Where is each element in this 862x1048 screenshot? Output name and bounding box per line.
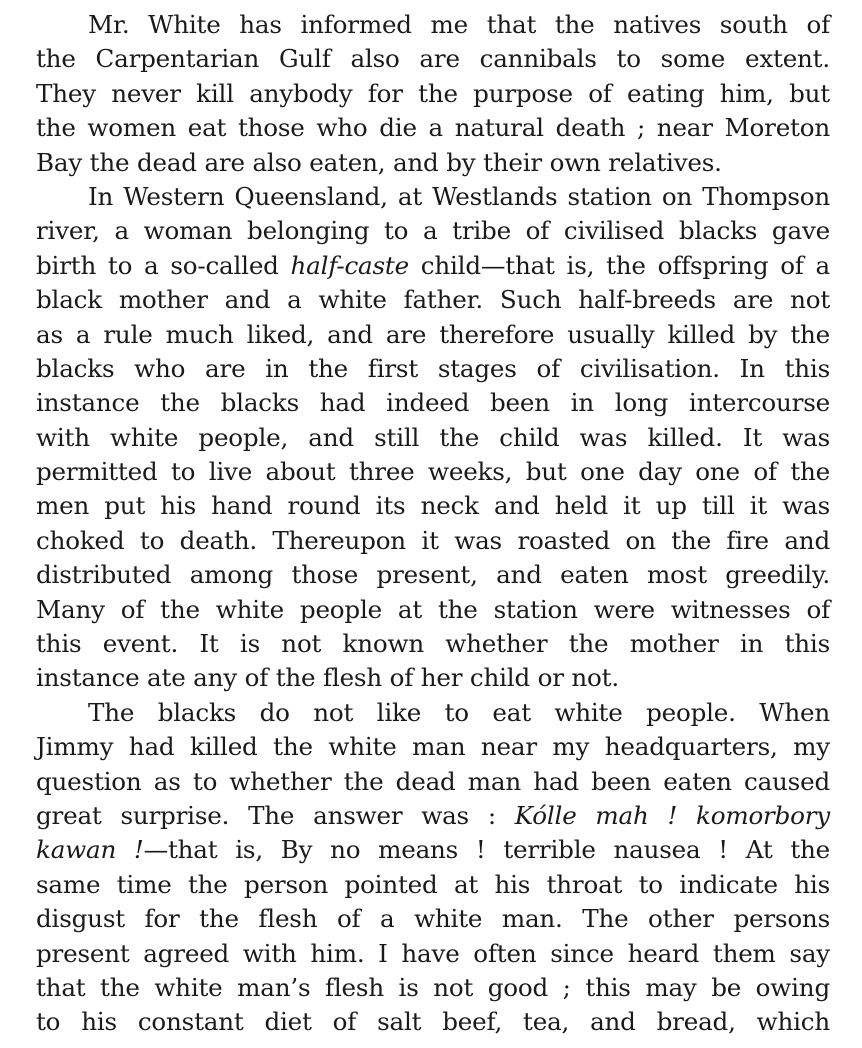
text-line (36, 833, 830, 867)
text-line: choked to death. Thereupon it was roasted on the fire and (36, 525, 830, 555)
text-line (36, 249, 830, 283)
text-line: that the white man’s flesh is not good ; this may be owing (36, 972, 830, 1002)
text-line: Mr. White has informed me that the natives south of (88, 10, 830, 39)
italic-phrase: Kólle mah ! komorbory (514, 800, 831, 830)
text-run: great surprise. The answer was : (36, 800, 515, 830)
italic-phrase: kawan ! (36, 835, 144, 865)
text-line: present agreed with him. I have often since heard them say (36, 938, 830, 968)
text-line: black mother and a white father. Such half-breeds are not (36, 285, 830, 315)
text-line: river, a woman belonging to a tribe of civilised blacks gave (36, 216, 830, 246)
text-run: birth to a so-called (36, 250, 291, 280)
text-line: to his constant diet of salt beef, tea, and bread, which (36, 1007, 830, 1037)
text-line: The blacks do not like to eat white people. When (88, 697, 830, 727)
text-line: with white people, and still the child was killed. It was (36, 422, 830, 452)
text-line: Many of the white people at the station were witnesses of (36, 594, 830, 624)
text-line: distributed among those present, and eaten most greedily. (36, 560, 830, 590)
text-line: question as to whether the dead man had been eaten caused (36, 766, 830, 796)
text-line: disgust for the flesh of a white man. The other persons (36, 904, 830, 934)
text-line (36, 799, 830, 833)
text-line: this event. It is not known whether the mother in this (36, 629, 830, 659)
text-line: same time the person pointed at his throat to indicate his (36, 869, 830, 899)
text-run: —that is, By no means ! terrible nausea ! At the (143, 835, 830, 865)
text-line: as a rule much liked, and are therefore usually killed by the (36, 319, 830, 349)
text-line: instance ate any of the flesh of her child or not. (36, 663, 619, 693)
text-line: the Carpentarian Gulf also are cannibals to some extent. (36, 44, 830, 74)
text-line: Jimmy had killed the white man near my headquarters, my (36, 732, 830, 762)
text-line: In Western Queensland, at Westlands station on Thompson (88, 181, 830, 211)
text-line: permitted to live about three weeks, but one day one of the (36, 457, 830, 487)
text-line: the women eat those who die a natural death ; near Moreton (36, 113, 830, 143)
text-line: They never kill anybody for the purpose of eating him, but (36, 78, 830, 108)
text-line: Bay the dead are also eaten, and by their own relatives. (36, 147, 722, 177)
italic-term: half-caste (290, 250, 409, 280)
text-line: blacks who are in the first stages of civilisation. In this (36, 353, 830, 383)
text-line: instance the blacks had indeed been in long intercourse (36, 388, 830, 418)
text-run: child—that is, the offspring of a (408, 250, 830, 280)
text-line: men put his hand round its neck and held it up till it was (36, 491, 830, 521)
book-page (36, 8, 830, 1040)
